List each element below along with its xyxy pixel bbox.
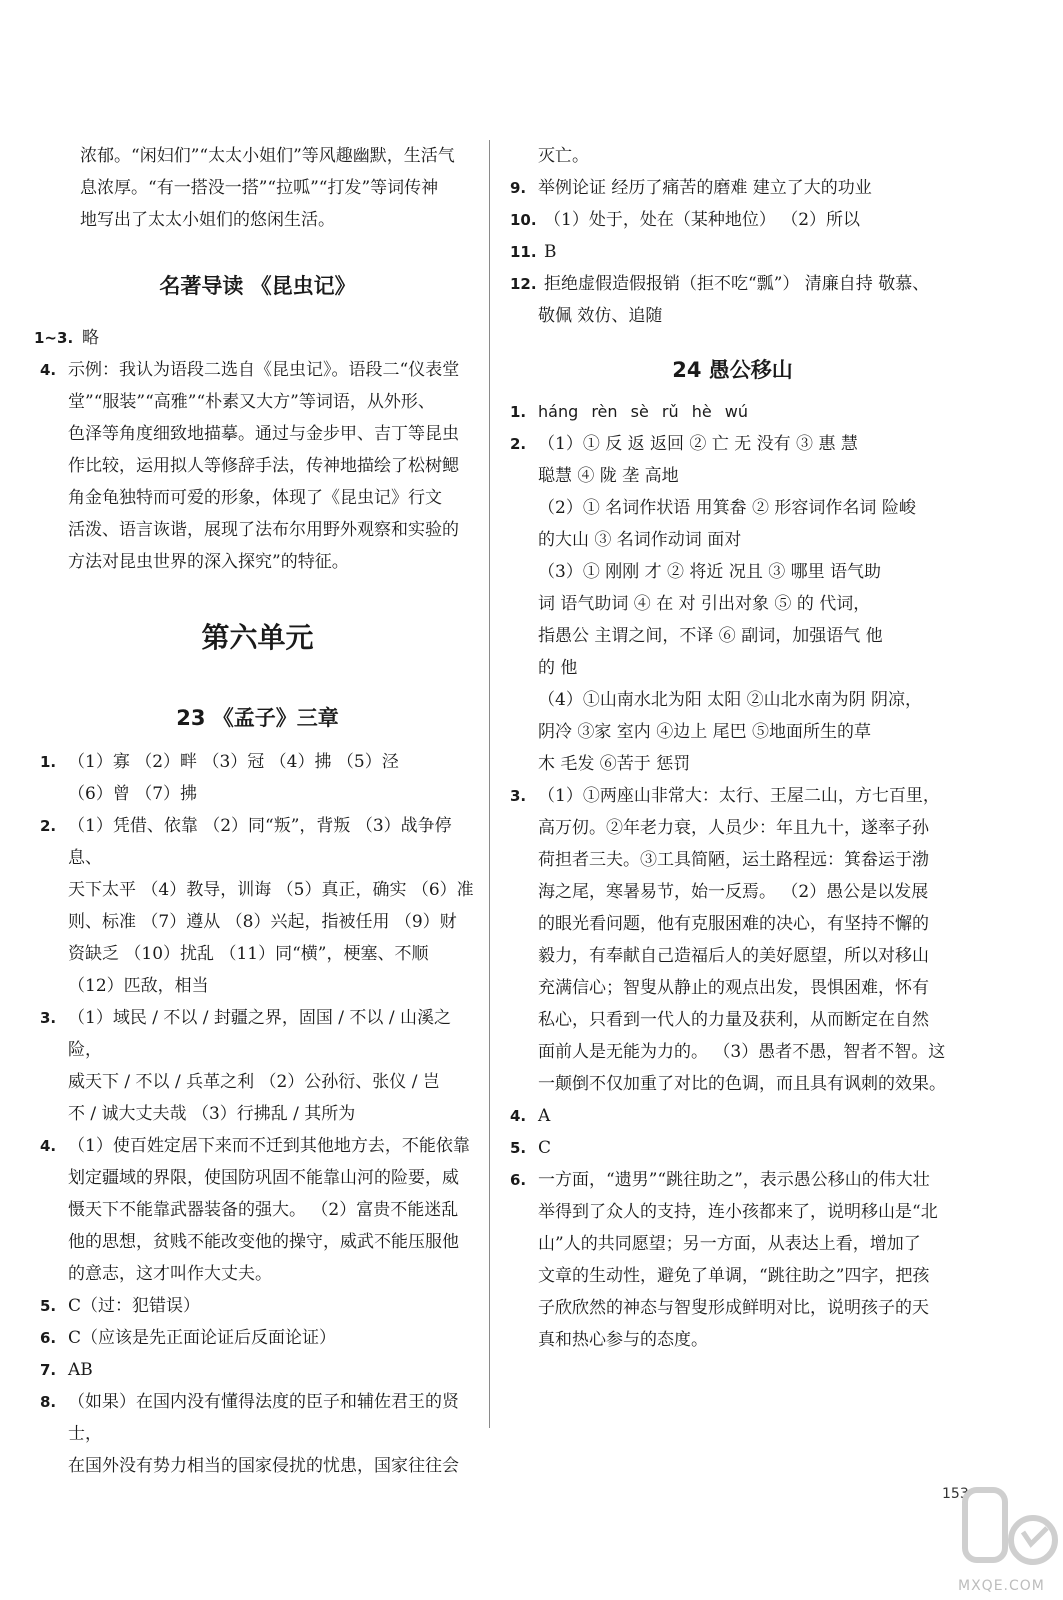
item-text: A — [538, 1106, 551, 1126]
left-column — [34, 140, 475, 1482]
text-line: 息浓厚。“有一搭没一搭”“拉呱”“打发”等词传神 — [80, 178, 439, 198]
text-line: 木 毛发 ⑥苦于 惩罚 — [538, 754, 691, 774]
text-line: 充满信心；智叟从静止的观点出发，畏惧困难，怀有 — [538, 978, 929, 998]
item-number: 2. — [40, 817, 57, 835]
text-line: 在国外没有势力相当的国家侵扰的忧患，国家往往会 — [68, 1456, 459, 1476]
text-line: 他的思想，贫贱不能改变他的操守，威武不能压服他 — [68, 1232, 459, 1252]
text-line: 色泽等角度细致地描摹。通过与金步甲、吉丁等昆虫 — [68, 424, 459, 444]
answer-item — [40, 1130, 475, 1290]
answer-logo-icon — [955, 1470, 1060, 1595]
text-line: （1）①两座山非常大：太行、王屋二山，方七百里， — [538, 786, 940, 806]
item-text: C — [538, 1138, 552, 1158]
text-line: 地写出了太太小姐们的悠闲生活。 — [80, 210, 335, 230]
text-line: （如果）在国内没有懂得法度的臣子和辅佐君王的贤士， — [68, 1392, 459, 1444]
answer-item — [510, 236, 955, 268]
text-line: 作比较，运用拟人等修辞手法，传神地描绘了松树鳃 — [68, 456, 459, 476]
item-number: 10. — [510, 211, 537, 229]
item-number: 4. — [40, 1137, 57, 1155]
answer-item — [40, 1354, 475, 1386]
text-line: 堂”“服装”“高雅”“朴素又大方”等词语，从外形、 — [68, 392, 435, 412]
text-line: 角金龟独特而可爱的形象，体现了《昆虫记》行文 — [68, 488, 442, 508]
text-line: 真和热心参与的态度。 — [538, 1330, 708, 1350]
text-line: 聪慧 ④ 陇 垄 高地 — [538, 466, 679, 486]
section-title-kunchongji: 名著导读 《昆虫记》 — [159, 274, 356, 298]
item-number: 4. — [510, 1107, 527, 1125]
text-line: （4）①山南水北为阳 太阳 ②山北水南为阴 阴凉， — [538, 690, 923, 710]
text-line: 慑天下不能靠武器装备的强大。 （2）富贵不能迷乱 — [68, 1200, 459, 1220]
item-text: C（过：犯错误） — [68, 1296, 201, 1316]
text-line: 毅力，有奉献自己造福后人的美好愿望，所以对移山 — [538, 946, 929, 966]
text-line: 则、标准 （7）遵从 （8）兴起，指被任用 （9）财 — [68, 912, 457, 932]
item-number: 1~3. — [34, 329, 74, 347]
answer-item — [510, 172, 955, 204]
text-line: 的大山 ③ 名词作动词 面对 — [538, 530, 742, 550]
text-line: 指愚公 主谓之间，不译 ⑥ 副词，加强语气 他 — [538, 626, 883, 646]
text-line: （3）① 刚刚 才 ② 将近 况且 ③ 哪里 语气助 — [538, 562, 882, 582]
item-text: 略 — [82, 328, 99, 348]
item-number: 1. — [510, 403, 527, 421]
text-line: （1）寡 （2）畔 （3）冠 （4）拂 （5）泾 — [68, 752, 399, 772]
text-line: （2）① 名词作状语 用箕畚 ② 形容词作名词 险峻 — [538, 498, 916, 518]
text-line: 不 / 诚大丈夫哉 （3）行拂乱 / 其所为 — [68, 1104, 356, 1124]
item-text: B — [544, 242, 557, 262]
answer-item — [40, 1322, 475, 1354]
text-line: 阴冷 ③家 室内 ④边上 尾巴 ⑤地面所生的草 — [538, 722, 872, 742]
answer-item — [34, 322, 475, 354]
answer-item — [40, 1386, 475, 1482]
text-line: 威天下 / 不以 / 兵革之利 （2）公孙衍、张仪 / 岂 — [68, 1072, 440, 1092]
text-line: 的 他 — [538, 658, 578, 678]
answer-item — [40, 1290, 475, 1322]
item-number: 9. — [510, 179, 527, 197]
text-line: 山”人的共同愿望；另一方面，从表达上看，增加了 — [538, 1234, 921, 1254]
text-line: 方法对昆虫世界的深入探究”的特征。 — [68, 552, 349, 572]
text-line: （1）① 反 返 返回 ② 亡 无 没有 ③ 惠 慧 — [538, 434, 858, 454]
answer-item — [40, 746, 475, 810]
answer-item — [40, 1002, 475, 1130]
text-line: 的意志，这才叫作大丈夫。 — [68, 1264, 272, 1284]
text-line: （1）域民 / 不以 / 封疆之界，固国 / 不以 / 山溪之险， — [68, 1008, 451, 1060]
text-line: 海之尾，寒暑易节，始一反焉。 （2）愚公是以发展 — [538, 882, 929, 902]
unit-title: 第六单元 — [201, 621, 314, 654]
answer-item — [510, 1164, 955, 1356]
item-number: 8. — [40, 1393, 57, 1411]
text-line: 的眼光看问题，他有克服困难的决心，有坚持不懈的 — [538, 914, 929, 934]
item-number: 3. — [40, 1009, 57, 1027]
continued-line: 灭亡。 — [538, 146, 589, 166]
item-number: 4. — [40, 361, 57, 379]
answer-item — [40, 354, 475, 578]
text-line: 示例：我认为语段二选自《昆虫记》。语段二“仪表堂 — [68, 360, 460, 380]
item-number: 5. — [510, 1139, 527, 1157]
text-line: 私心，只看到一代人的力量及获利，从而断定在自然 — [538, 1010, 929, 1030]
text-line: 敬佩 效仿、追随 — [538, 306, 663, 326]
text-line: 词 语气助词 ④ 在 对 引出对象 ⑤ 的 代词， — [538, 594, 871, 614]
intro-paragraph — [40, 140, 475, 236]
text-line: 资缺乏 （10）扰乱 （11）同“横”，梗塞、不顺 — [68, 944, 429, 964]
item-text: 举例论证 经历了痛苦的磨难 建立了大的功业 — [538, 178, 872, 198]
text-line: （12）匹敌，相当 — [68, 976, 209, 996]
item-number: 5. — [40, 1297, 57, 1315]
item-number: 3. — [510, 787, 527, 805]
item-number: 1. — [40, 753, 57, 771]
item-number: 2. — [510, 435, 527, 453]
item-number: 7. — [40, 1361, 57, 1379]
answer-item — [40, 810, 475, 1002]
text-line: 天下太平 （4）教导，训诲 （5）真正，确实 （6）准 — [68, 880, 474, 900]
text-line: （6）曾 （7）拂 — [68, 784, 198, 804]
text-line: 高万仞。②年老力衰，人员少：年且九十，遂率子孙 — [538, 818, 929, 838]
answer-item — [510, 268, 955, 332]
page-number: 153 — [942, 1486, 969, 1502]
text-line: 浓郁。“闲妇们”“太太小姐们”等风趣幽默，生活气 — [80, 146, 455, 166]
answer-item — [510, 1100, 955, 1132]
item-number: 12. — [510, 275, 537, 293]
text-line: 一方面，“遗男”“跳往助之”，表示愚公移山的伟大壮 — [538, 1170, 930, 1190]
section-title-yugong: 24 愚公移山 — [672, 358, 793, 382]
item-number: 6. — [40, 1329, 57, 1347]
text-line: 活泼、语言诙谐，展现了法布尔用野外观察和实验的 — [68, 520, 459, 540]
section-title-mengzi: 23 《孟子》三章 — [176, 706, 339, 730]
text-line: 荷担者三夫。③工具简陋，运土路程远：箕畚运于渤 — [538, 850, 929, 870]
item-number: 6. — [510, 1171, 527, 1189]
text-line: 面前人是无能为力的。 （3）愚者不愚，智者不智。这 — [538, 1042, 946, 1062]
text-line: 拒绝虚假造假报销（拒不吃“瓢”） 清廉自持 敬慕、 — [544, 274, 930, 294]
item-number: 11. — [510, 243, 537, 261]
answer-item — [510, 396, 955, 428]
text-line: 文章的生动性，避免了单调，“跳往助之”四字，把孩 — [538, 1266, 930, 1286]
text-line: 举得到了众人的支持，连小孩都来了，说明移山是“北 — [538, 1202, 938, 1222]
item-text: C（应该是先正面论证后反面论证） — [68, 1328, 337, 1348]
text-line: 子欣欣然的神态与智叟形成鲜明对比，说明孩子的天 — [538, 1298, 929, 1318]
text-line: 一颠倒不仅加重了对比的色调，而且具有讽刺的效果。 — [538, 1074, 946, 1094]
answer-item — [510, 204, 955, 236]
item-text: AB — [68, 1360, 93, 1380]
text-line: （1）凭借、依靠 （2）同“叛”，背叛 （3）战争停息、 — [68, 816, 452, 868]
text-line: 划定疆域的界限，使国防巩固不能靠山河的险要，威 — [68, 1168, 459, 1188]
answer-item — [510, 780, 955, 1100]
watermark-text: MXQE.COM — [958, 1578, 1045, 1594]
column-divider — [489, 140, 490, 1428]
text-line: （1）使百姓定居下来而不迁到其他地方去，不能依靠 — [68, 1136, 470, 1156]
item-text: （1）处于，处在（某种地位） （2）所以 — [544, 210, 861, 230]
answer-item — [510, 428, 955, 780]
pinyin-text: háng rèn sè rǔ hè wú — [538, 402, 748, 421]
right-column — [510, 140, 955, 1356]
answer-item — [510, 1132, 955, 1164]
